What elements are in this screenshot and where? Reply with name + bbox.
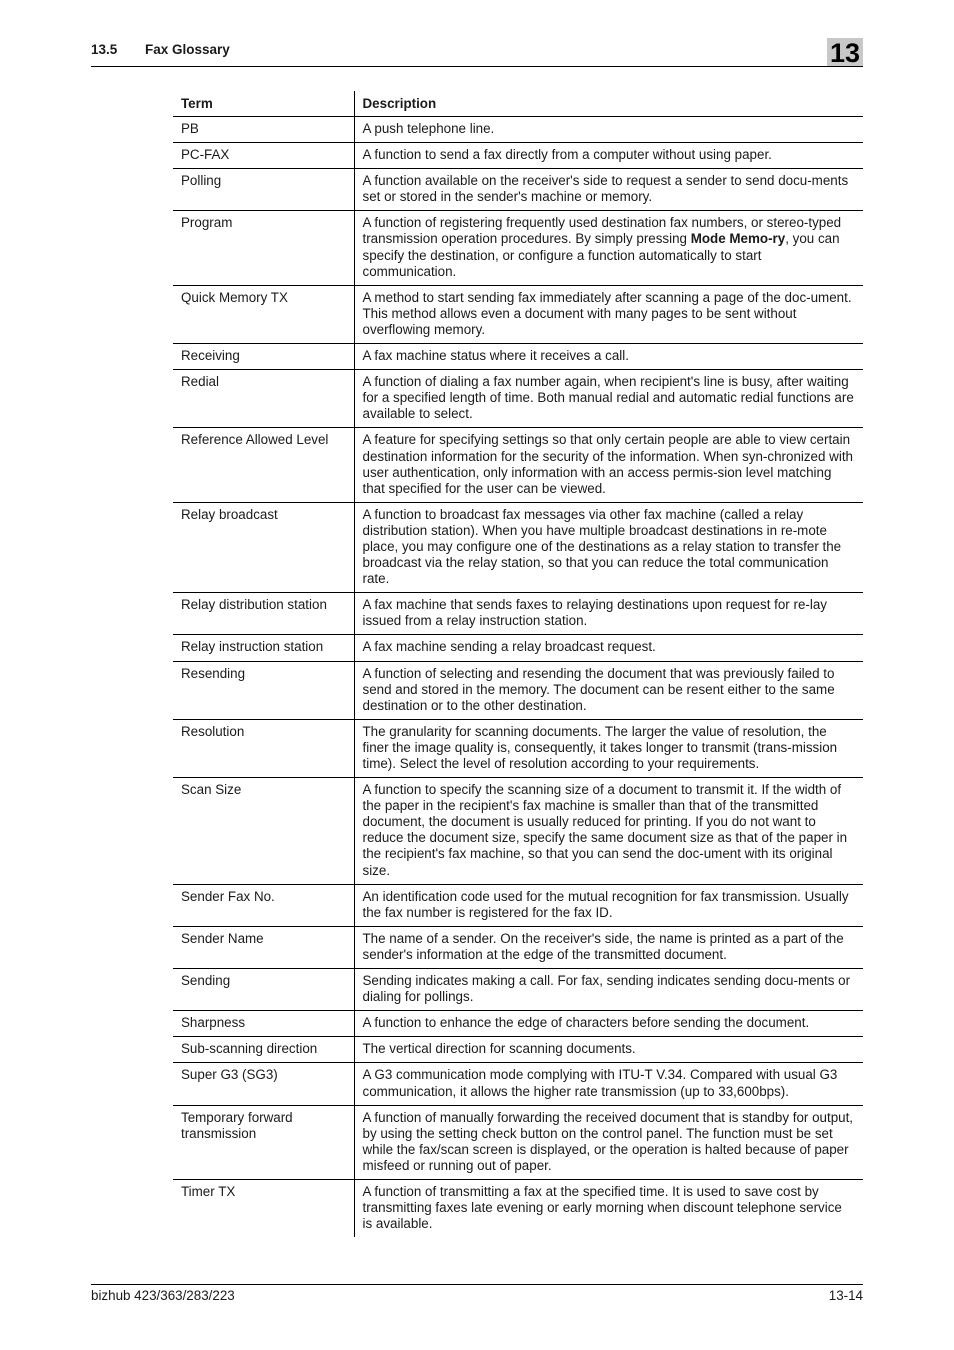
term-cell: Relay instruction station (173, 635, 354, 661)
table-row (173, 169, 863, 211)
description-text: An identification code used for the mutual recognition for fax transmission. Usually the fax number is registered for the fax ID. (362, 888, 849, 920)
term-cell: Sub-scanning direction (173, 1037, 354, 1063)
term-cell: Relay distribution station (173, 593, 354, 635)
table-row (173, 1063, 863, 1105)
description-text: Sending indicates making a call. For fax, sending indicates sending docu-ments or dialing for pollings. (362, 973, 851, 1005)
term-cell: Relay broadcast (173, 502, 354, 592)
table-row (173, 143, 863, 169)
description-text: A function of manually forwarding the received document that is standby for output, by using the setting check button on the control panel. The function must be set while the fax/scan screen is displayed, or the operation is halted because of paper misfeed or running out of paper. (362, 1109, 854, 1173)
description-text: A fax machine that sends faxes to relaying destinations upon request for re-lay issued from a relay instruction station. (362, 597, 827, 629)
description-text: A function available on the receiver's side to request a sender to send docu-ments set or stored in the sender's machine or memory. (362, 173, 849, 205)
term-cell: Sending (173, 969, 354, 1011)
description-cell (354, 1105, 863, 1179)
table-row (173, 593, 863, 635)
description-cell (354, 211, 863, 285)
description-text: A function of transmitting a fax at the specified time. It is used to save cost by transmitting faxes late evening or early morning when discount telephone service is available. (362, 1183, 842, 1232)
term-cell: PB (173, 117, 354, 143)
term-cell: Redial (173, 370, 354, 428)
description-text: The granularity for scanning documents. The larger the value of resolution, the finer the image quality is, consequently, it takes longer to transmit (trans-mission time). Select the level of resolution according to your requirements. (362, 723, 838, 771)
description-text: The vertical direction for scanning documents. (362, 1041, 636, 1057)
table-row (173, 285, 863, 343)
section-title: Fax Glossary (145, 42, 230, 57)
table-row (173, 1179, 863, 1237)
description-cell (354, 370, 863, 428)
table-row (173, 635, 863, 661)
description-cell (354, 1179, 863, 1237)
table-row (173, 370, 863, 428)
description-cell (354, 635, 863, 661)
product-model: bizhub 423/363/283/223 (91, 1288, 235, 1303)
description-cell (354, 719, 863, 777)
term-cell: PC-FAX (173, 143, 354, 169)
column-header-description: Description (354, 91, 863, 117)
page-number: 13-14 (828, 1288, 863, 1303)
description-text: A method to start sending fax immediately after scanning a page of the doc-ument. This method allows even a document with many pages to be sent without overflowing memory. (362, 289, 852, 337)
description-text: A fax machine status where it receives a call. (362, 348, 629, 364)
table-row (173, 502, 863, 592)
term-cell: Temporary forward transmission (173, 1105, 354, 1179)
description-cell (354, 1037, 863, 1063)
column-header-term: Term (173, 91, 354, 117)
table-row (173, 884, 863, 926)
table-row (173, 969, 863, 1011)
description-cell (354, 1063, 863, 1105)
description-cell (354, 428, 863, 502)
description-text: A fax machine sending a relay broadcast request. (362, 639, 656, 655)
table-row (173, 1011, 863, 1037)
description-text: , you can specify the destination, or configure a function automatically to start communication. (362, 231, 840, 279)
description-cell (354, 117, 863, 143)
description-text: A push telephone line. (362, 121, 495, 136)
description-cell (354, 884, 863, 926)
term-cell: Receiving (173, 344, 354, 370)
table-row (173, 344, 863, 370)
table-row (173, 1105, 863, 1179)
term-cell: Scan Size (173, 778, 354, 885)
description-text: A G3 communication mode complying with ITU-T V.34. Compared with usual G3 communication, it allows the higher rate transmission (up to 33,600bps). (362, 1067, 838, 1099)
description-text: A feature for specifying settings so that only certain people are able to view certain destination information for the security of the information. When syn-chronized with user authentication, only information with an access permis-sion level matching that specified for the user can be viewed. (362, 432, 853, 496)
term-cell: Sender Fax No. (173, 884, 354, 926)
description-text: The name of a sender. On the receiver's side, the name is printed as a part of the sender's information at the edge of the transmitted document. (362, 930, 844, 962)
term-cell: Reference Allowed Level (173, 428, 354, 502)
table-row (173, 719, 863, 777)
page-footer (91, 1284, 863, 1303)
term-cell: Timer TX (173, 1179, 354, 1237)
term-cell: Quick Memory TX (173, 285, 354, 343)
description-cell (354, 502, 863, 592)
description-cell (354, 344, 863, 370)
description-cell (354, 169, 863, 211)
description-cell (354, 969, 863, 1011)
term-cell: Sender Name (173, 926, 354, 968)
term-cell: Super G3 (SG3) (173, 1063, 354, 1105)
description-keyword: Mode Memo-ry (690, 231, 786, 247)
term-cell: Sharpness (173, 1011, 354, 1037)
glossary-table-body (173, 117, 863, 1238)
table-row (173, 117, 863, 143)
table-row (173, 778, 863, 885)
description-cell (354, 593, 863, 635)
description-cell (354, 661, 863, 719)
term-cell: Polling (173, 169, 354, 211)
chapter-number-badge: 13 (827, 38, 863, 66)
table-row (173, 926, 863, 968)
description-cell (354, 285, 863, 343)
table-row (173, 428, 863, 502)
term-cell: Resolution (173, 719, 354, 777)
table-row (173, 211, 863, 285)
term-cell: Resending (173, 661, 354, 719)
description-cell (354, 1011, 863, 1037)
description-cell (354, 926, 863, 968)
description-text: A function of registering frequently used destination fax numbers, or stereo-typed transmission operation procedures. By simply pressing (362, 215, 842, 247)
description-cell (354, 143, 863, 169)
description-text: A function to enhance the edge of characters before sending the document. (362, 1015, 810, 1031)
section-number: 13.5 (91, 42, 118, 57)
description-text: A function to broadcast fax messages via other fax machine (called a relay distribution station). When you have multiple broadcast destinations in re-mote place, you may configure one of the destinations as a relay station to transfer the broadcast via the relay station, so that you can reduce the total communication rate. (362, 506, 842, 587)
table-row (173, 661, 863, 719)
table-row (173, 1037, 863, 1063)
description-cell (354, 778, 863, 885)
glossary-table (173, 91, 863, 1237)
description-text: A function of dialing a fax number again, when recipient's line is busy, after waiting for a specified length of time. Both manual redial and automatic redial functions are available to select. (362, 374, 854, 422)
description-text: A function to send a fax directly from a computer without using paper. (362, 147, 772, 163)
description-text: A function of selecting and resending the document that was previously failed to send and stored in the memory. The document can be resent either to the same destination or to the other destination. (362, 665, 835, 713)
table-header-row (173, 91, 863, 117)
term-cell: Program (173, 211, 354, 285)
page-header (91, 38, 863, 67)
description-text: A function to specify the scanning size of a document to transmit it. If the width of the paper in the recipient's fax machine is smaller than that of the transmitted document, the document is usually reduced for printing. If you do not want to reduce the document size, specify the same document size as that of the paper in the recipient's fax machine, so that you can send the doc-ument with its original size. (362, 782, 848, 878)
